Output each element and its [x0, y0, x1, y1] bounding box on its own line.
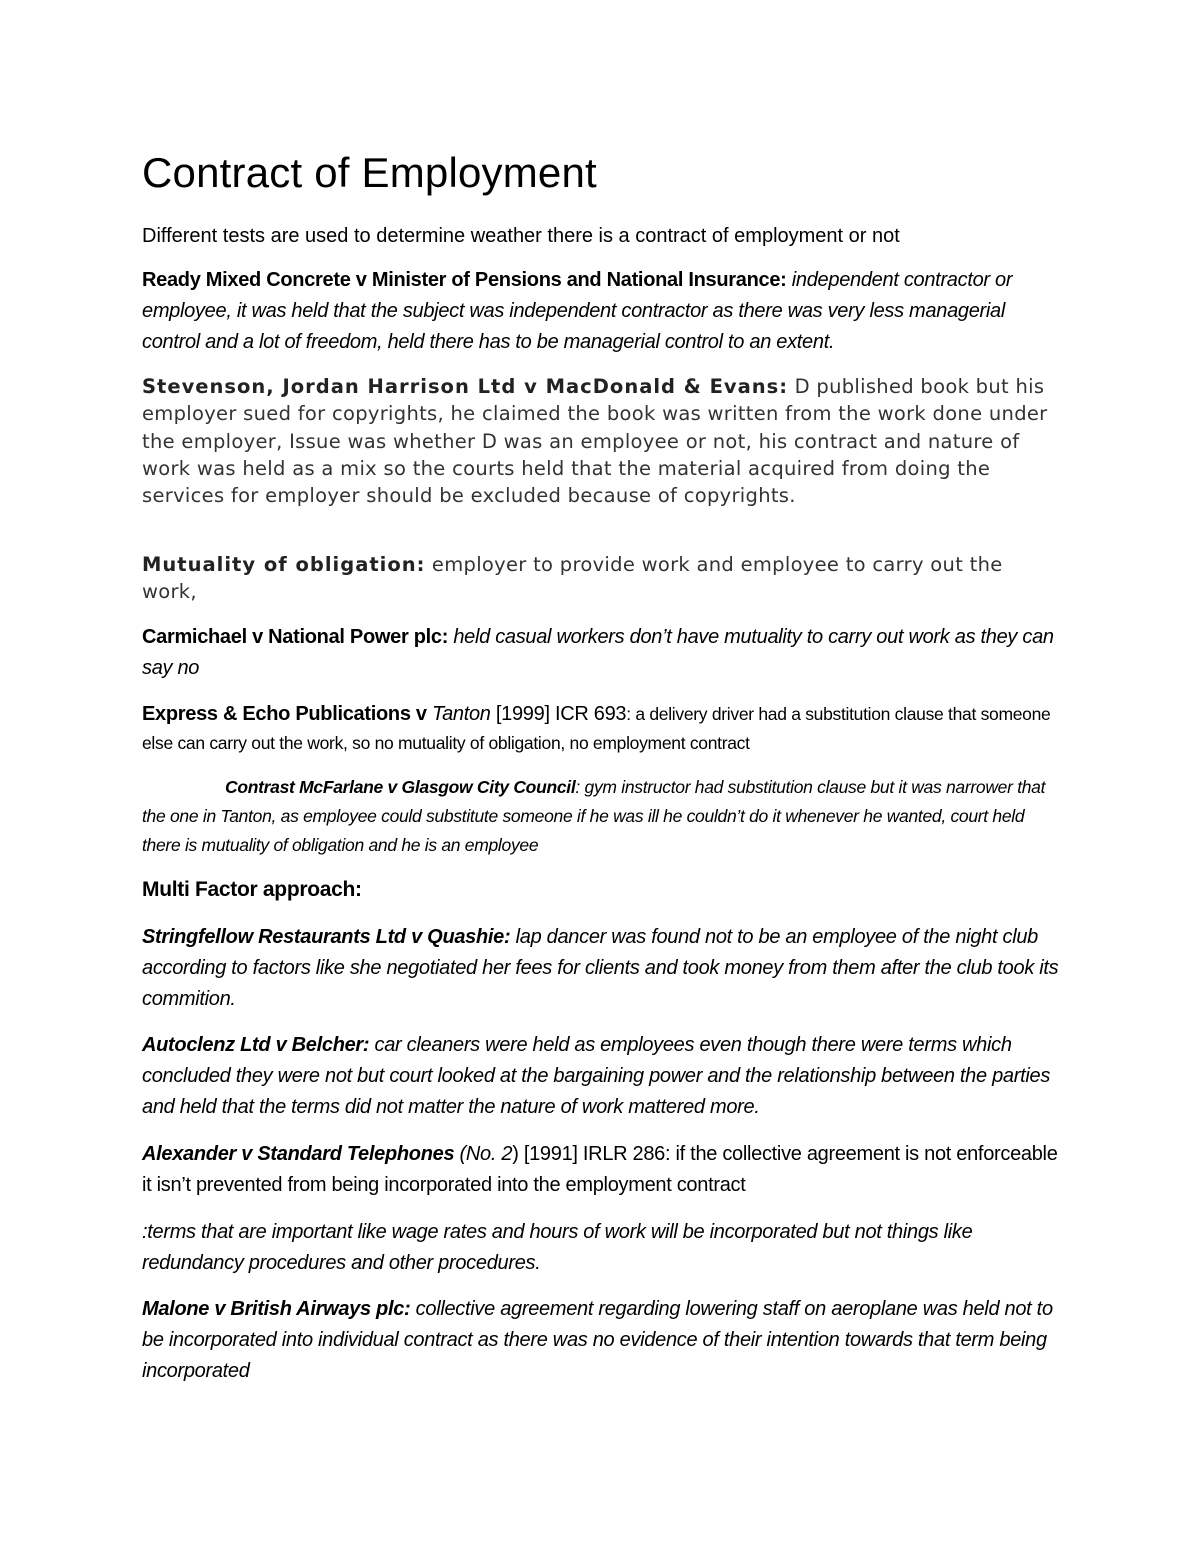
case-name: Alexander v Standard Telephones	[142, 1143, 455, 1165]
case-name: Carmichael v National Power plc:	[142, 626, 449, 648]
paragraph-mcfarlane	[142, 773, 1062, 860]
case-summary: : gym instructor had substitution clause but it was narrower that the one in Tanton, as employee could substitute someone if he was ill he couldn’t do it whenever he wanted, court held there is mutuality of obligation and he is an employee	[142, 777, 1046, 855]
paragraph-ready-mixed	[142, 265, 1062, 358]
case-name: Ready Mixed Concrete v Minister of Pensions and National Insurance:	[142, 269, 787, 291]
page-title: Contract of Employment	[142, 149, 597, 196]
paragraph-alexander	[142, 1139, 1062, 1201]
case-citation: [1999] ICR 693	[490, 703, 627, 725]
case-summary: lap dancer was found not to be an employee of the night club according to factors like she negotiated her fees for clients and took money from them after the club took its commition.	[142, 926, 1059, 1010]
paragraph-carmichael	[142, 622, 1062, 684]
case-number: No. 2	[465, 1143, 513, 1165]
case-summary: car cleaners were held as employees even though there were terms which concluded they were not but court looked at the bargaining power and the relationship between the parties and held that the terms did not matter the nature of work mattered more.	[142, 1034, 1051, 1118]
paragraph-express	[142, 700, 1062, 758]
case-summary: : a delivery driver had a substitution clause that someone else can carry out the work, so no mutuality of obligation, no employment contract	[142, 704, 1051, 753]
case-summary: collective agreement regarding lowering staff on aeroplane was held not to be incorporated into individual contract as there was no evidence of their intention towards that term being incorporated	[142, 1298, 1053, 1382]
case-name: Autoclenz Ltd v Belcher:	[142, 1034, 370, 1056]
paren-open: (	[454, 1143, 466, 1165]
case-name: Malone v British Airways plc:	[142, 1298, 411, 1320]
paren-close: )	[512, 1143, 519, 1165]
case-summary: : if the collective agreement is not enforceable it isn’t prevented from being incorporated into the employment contract	[142, 1143, 1058, 1196]
paragraph-stringfellow	[142, 922, 1062, 1015]
case-name: Stringfellow Restaurants Ltd v Quashie:	[142, 926, 511, 948]
case-name-italic: Tanton	[432, 703, 491, 725]
section-heading-multi-factor	[142, 874, 1062, 905]
section-text: employer to provide work and employee to carry out the work,	[142, 553, 1003, 604]
section-heading: Multi Factor approach:	[142, 878, 362, 901]
case-summary: independent contractor or employee, it was held that the subject was independent contractor as there was very less managerial control and a lot of freedom, held there has to be managerial control to an extent.	[142, 269, 1013, 353]
section-heading: Mutuality of obligation:	[142, 553, 426, 576]
case-summary: held casual workers don’t have mutuality to carry out work as they can say no	[142, 626, 1054, 679]
case-summary: D published book but his employer sued for copyrights, he claimed the book was written from the work done under the employer, Issue was whether D was an employee or not, his contract and nature of work was held as a mix so the courts held that the material acquired from doing the services for employer should be excluded because of copyrights.	[142, 375, 1048, 508]
paragraph-stevenson	[142, 373, 1062, 509]
paragraph-terms: :terms that are important like wage rates and hours of work will be incorporated but not things like redundancy procedures and other procedures.	[142, 1221, 973, 1274]
paragraph-malone	[142, 1294, 1062, 1387]
case-name: Express & Echo Publications v	[142, 703, 432, 725]
paragraph-mutuality	[142, 551, 1062, 606]
intro-paragraph: Different tests are used to determine weather there is a contract of employment or not	[142, 225, 900, 247]
paragraph-autoclenz	[142, 1030, 1062, 1123]
case-name: Contrast McFarlane v Glasgow City Council	[225, 777, 576, 797]
case-citation: [1991] IRLR 286	[518, 1143, 666, 1165]
case-name: Stevenson, Jordan Harrison Ltd v MacDonald & Evans:	[142, 375, 789, 398]
